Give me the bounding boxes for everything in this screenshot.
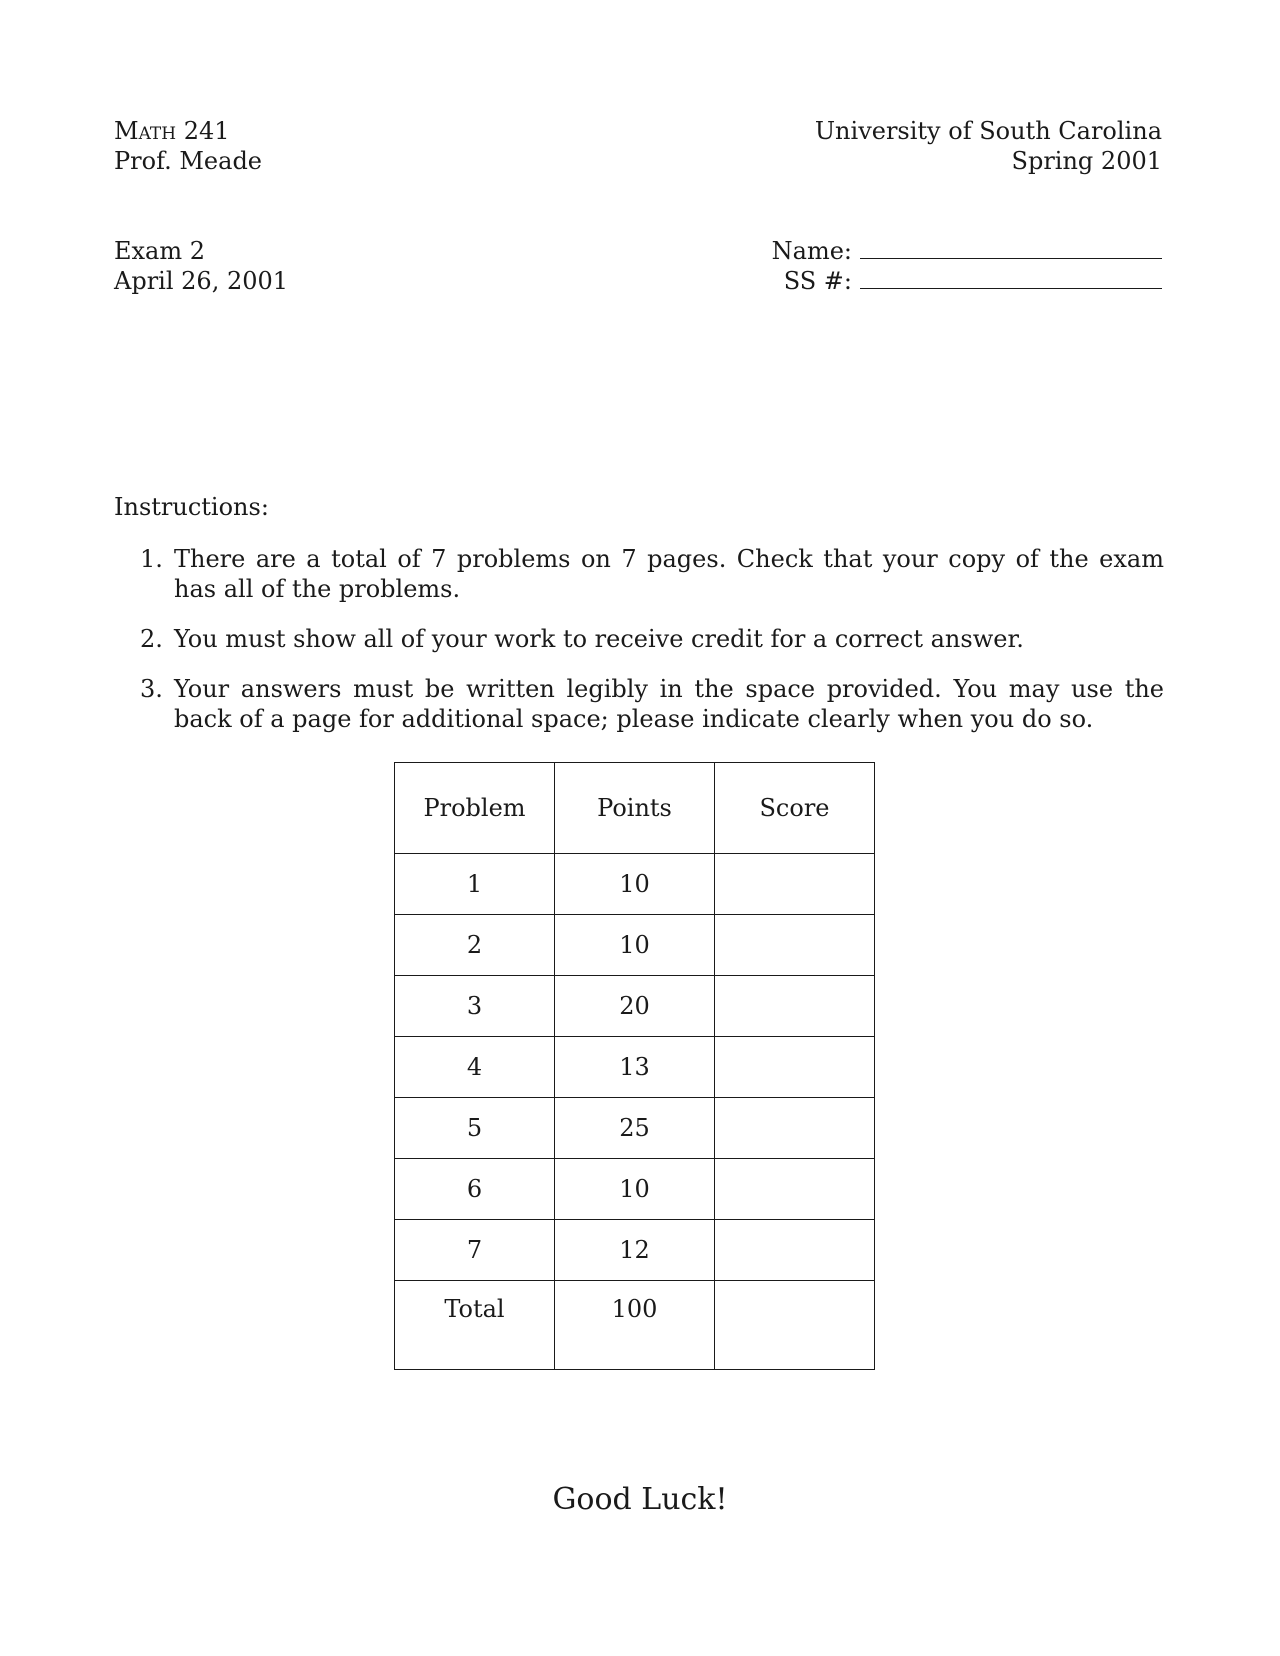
total-points: 100 [555, 1281, 715, 1370]
header-problem: Problem [395, 763, 555, 854]
table-row [395, 854, 875, 915]
instructor-name: Prof. Meade [114, 147, 263, 175]
table-header-row [395, 763, 875, 854]
instruction-text: You must show all of your work to receive credit for a correct answer. [174, 625, 1024, 653]
instruction-text: Your answers must be written legibly in the space provided. You may use the back of a page for additional space; please indicate clearly when you do so. [174, 675, 1164, 733]
total-score [715, 1281, 875, 1370]
problem-points: 10 [555, 1159, 715, 1220]
ss-label: SS #: [783, 267, 852, 295]
instructions-heading: Instructions: [114, 493, 269, 521]
name-input-line[interactable] [860, 238, 1162, 259]
course-title: Math 241 [114, 117, 230, 145]
term: Spring 2001 [1011, 147, 1162, 175]
problem-points: 12 [555, 1220, 715, 1281]
total-label: Total [395, 1281, 555, 1370]
ss-field-row [784, 266, 1162, 296]
instructions-list [114, 544, 1164, 754]
instruction-text: There are a total of 7 problems on 7 pages. Check that your copy of the exam has all of the problems. [174, 545, 1164, 603]
problem-number: 6 [395, 1159, 555, 1220]
instruction-item [114, 624, 1164, 654]
name-label: Name: [771, 237, 852, 265]
problem-score [715, 1098, 875, 1159]
problem-points: 10 [555, 854, 715, 915]
problem-number: 7 [395, 1220, 555, 1281]
problem-number: 1 [395, 854, 555, 915]
problem-score [715, 915, 875, 976]
table-row [395, 1220, 875, 1281]
instruction-item [114, 674, 1164, 734]
instruction-number: 2. [140, 625, 163, 653]
score-table [394, 762, 875, 1370]
instruction-number: 3. [140, 675, 163, 703]
problem-number: 2 [395, 915, 555, 976]
problem-score [715, 854, 875, 915]
header-points: Points [555, 763, 715, 854]
problem-points: 10 [555, 915, 715, 976]
problem-points: 20 [555, 976, 715, 1037]
table-row [395, 1037, 875, 1098]
problem-points: 13 [555, 1037, 715, 1098]
problem-number: 5 [395, 1098, 555, 1159]
problem-number: 4 [395, 1037, 555, 1098]
table-total-row [395, 1281, 875, 1370]
problem-points: 25 [555, 1098, 715, 1159]
closing-message: Good Luck! [552, 1482, 728, 1517]
table-row [395, 1159, 875, 1220]
table-row [395, 915, 875, 976]
ss-input-line[interactable] [860, 268, 1162, 289]
problem-score [715, 1220, 875, 1281]
table-row [395, 1098, 875, 1159]
exam-date: April 26, 2001 [114, 267, 289, 295]
name-field-row [772, 236, 1162, 266]
instruction-item [114, 544, 1164, 604]
university-name: University of South Carolina [814, 117, 1162, 145]
instruction-number: 1. [140, 545, 163, 573]
problem-score [715, 1159, 875, 1220]
problem-number: 3 [395, 976, 555, 1037]
exam-title: Exam 2 [114, 237, 206, 265]
problem-score [715, 976, 875, 1037]
table-row [395, 976, 875, 1037]
header-score: Score [715, 763, 875, 854]
problem-score [715, 1037, 875, 1098]
